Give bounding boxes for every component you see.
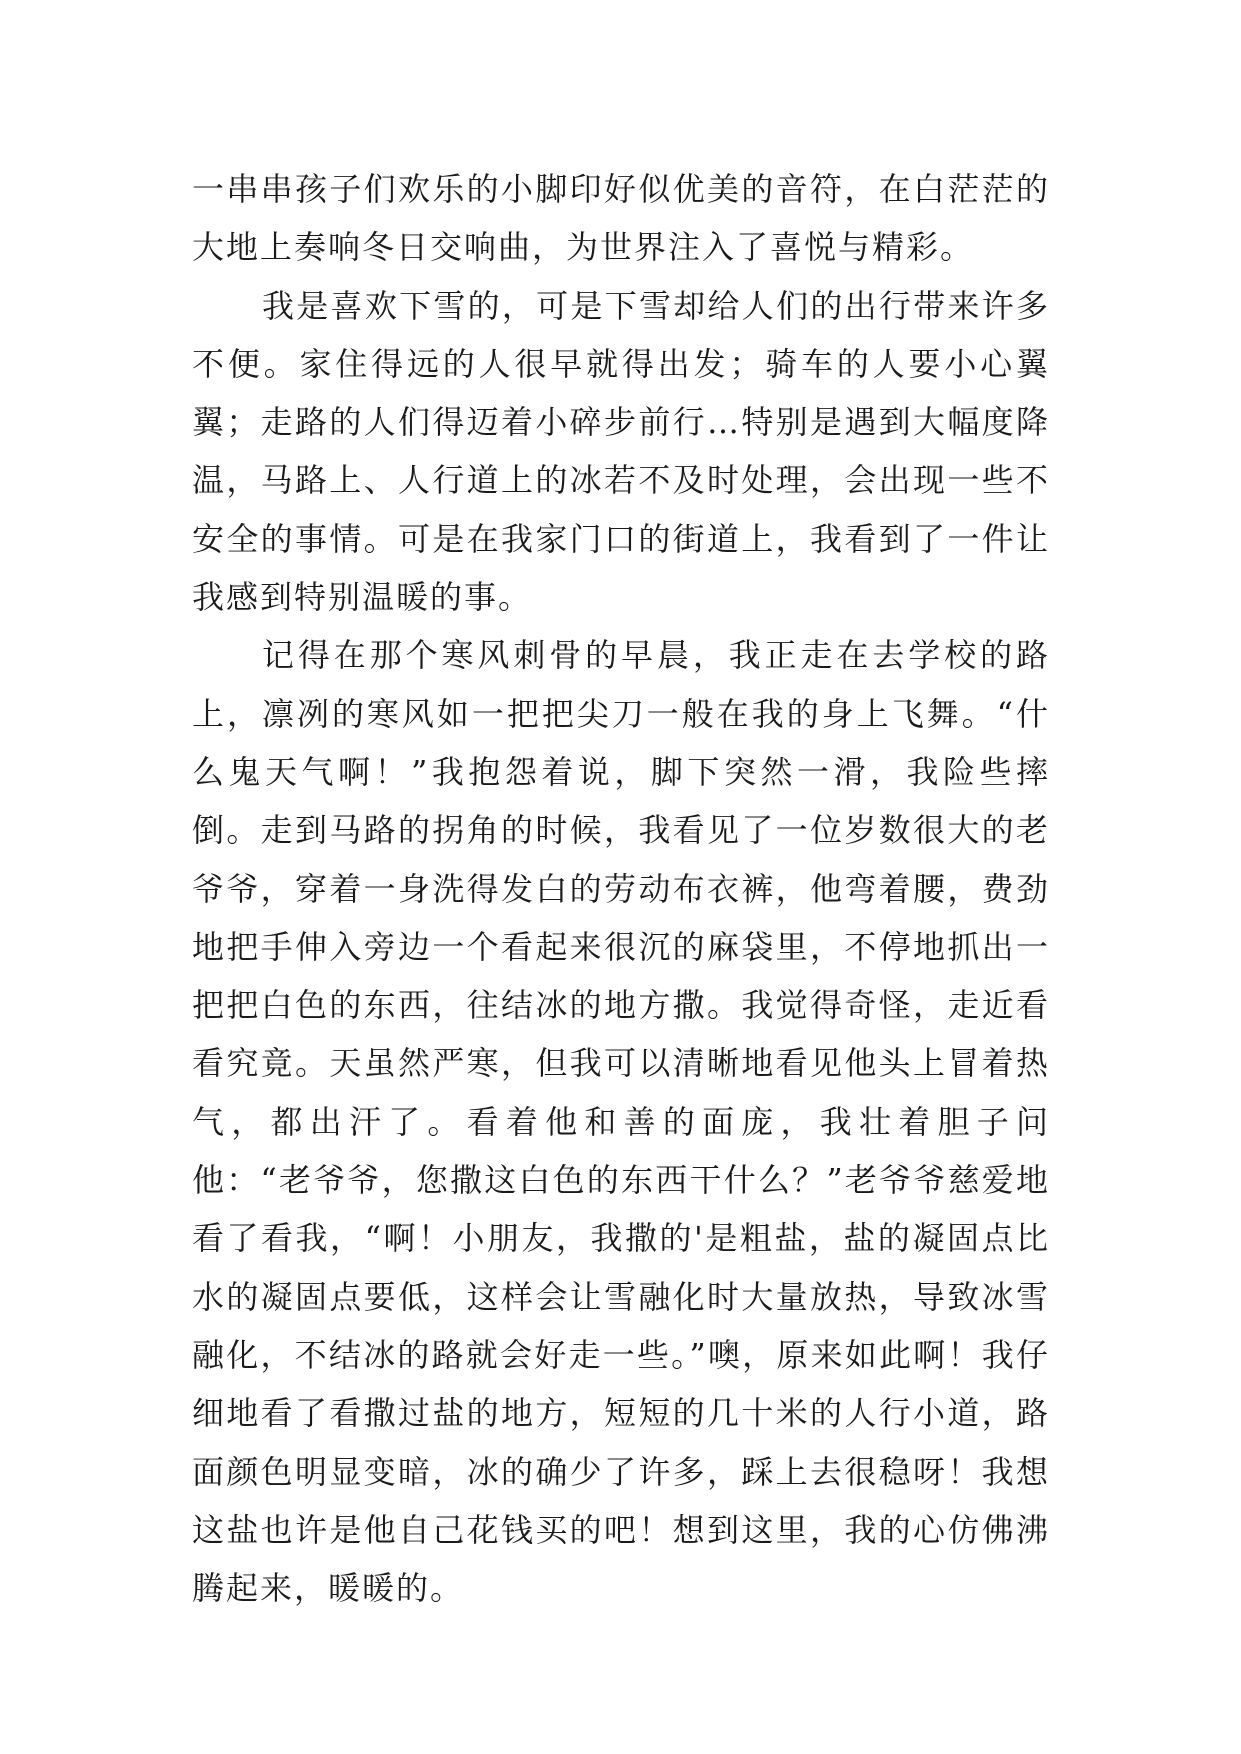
- paragraph-continuation: 一串串孩子们欢乐的小脚印好似优美的音符，在白茫茫的大地上奏响冬日交响曲，为世界注入了喜悦与精彩。: [192, 170, 1050, 267]
- paragraph-old-man-salt: 记得在那个寒风刺骨的早晨，我正走在去学校的路上，凛冽的寒风如一把把尖刀一般在我的身上飞舞。“什么鬼天气啊！”我抱怨着说，脚下突然一滑，我险些摔倒。走到马路的拐角的时候，我看见了一位岁数很大的老爷爷，穿着一身洗得发白的劳动布衣裤，他弯着腰，费劲地把手伸入旁边一个看起来很沉的麻袋里，不停地抓出一把把白色的东西，往结冰的地方撒。我觉得奇怪，走近看看究竟。天虽然严寒，但我可以清晰地看见他头上冒着热气，都出汗了。看着他和善的面庞，我壮着胆子问他：“老爷爷，您撒这白色的东西干什么？”老爷爷慈爱地看了看我，“啊！小朋友，我撒的'是粗盐，盐的凝固点比水的凝固点要低，这样会让雪融化时大量放热，导致冰雪融化，不结冰的路就会好走一些。”噢，原来如此啊！我仔细地看了看撒过盐的地方，短短的几十米的人行小道，路面颜色明显变暗，冰的确少了许多，踩上去很稳呀！我想这盐也许是他自己花钱买的吧！想到这里，我的心仿佛沸腾起来，暖暖的。: [192, 636, 1050, 1608]
- document-body: [192, 160, 1050, 1617]
- paragraph-snow-inconvenience: 我是喜欢下雪的，可是下雪却给人们的出行带来许多不便。家住得远的人很早就得出发；骑车的人要小心翼翼；走路的人们得迈着小碎步前行…特别是遇到大幅度降温，马路上、人行道上的冰若不及时处理，会出现一些不安全的事情。可是在我家门口的街道上，我看到了一件让我感到特别温暖的事。: [192, 286, 1050, 617]
